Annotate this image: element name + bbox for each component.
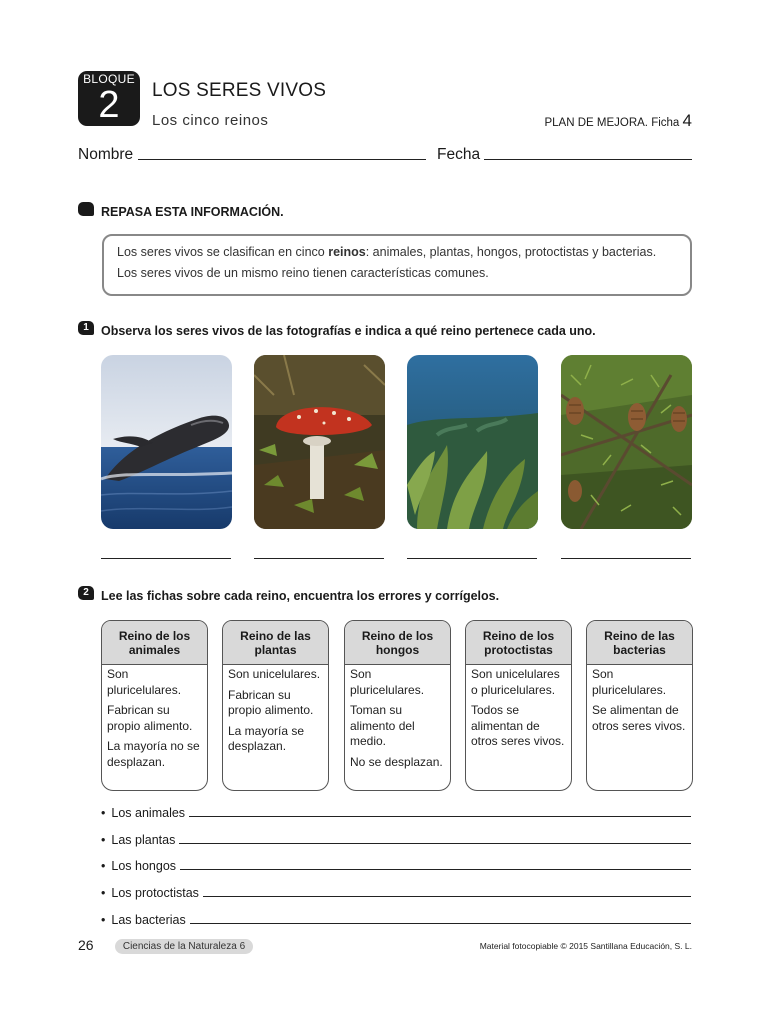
bullet-icon: •	[101, 886, 106, 901]
plan-label	[544, 111, 692, 131]
kingdom-card-statement: Fabrican su propio alimento.	[107, 703, 193, 733]
answer-label: Las plantas	[111, 832, 176, 847]
answer-row	[101, 806, 693, 820]
kingdom-card	[101, 620, 208, 791]
date-field[interactable]	[484, 159, 692, 160]
info-line-1-start: Los seres vivos se clasifican en cinco	[117, 245, 329, 259]
kingdom-card-statement: No se desplazan.	[350, 754, 443, 769]
bullet-icon: •	[101, 859, 106, 874]
info-line-1	[117, 245, 656, 259]
answer-line[interactable]	[190, 923, 691, 924]
mushroom-photo	[254, 355, 385, 529]
kingdom-card-statement: Son unicelulares.	[228, 667, 321, 681]
seaweed-photo	[407, 355, 538, 529]
answer-label: Los protoctistas	[111, 886, 199, 901]
kingdom-card-body	[466, 665, 571, 757]
kingdom-card-statement: Son pluricelulares.	[350, 667, 425, 697]
bloque-number: 2	[98, 84, 120, 126]
page-number: 26	[78, 937, 94, 953]
kingdom-card-statement: Son pluricelulares.	[107, 667, 182, 697]
answer-row	[101, 833, 693, 847]
answer-line-whale[interactable]	[101, 558, 231, 559]
kingdom-card-body	[345, 665, 450, 777]
repasa-heading: REPASA ESTA INFORMACIÓN.	[101, 205, 284, 219]
info-box	[102, 234, 692, 296]
bullet-icon: •	[101, 806, 106, 820]
exercise-2-number: 2	[78, 586, 94, 600]
answer-label: Los animales	[111, 806, 186, 820]
whale-photo	[101, 355, 232, 529]
kingdom-card-heading: Reino de las bacterias	[587, 621, 692, 665]
answer-line[interactable]	[179, 843, 691, 844]
kingdom-card-statement: Son unicelulares o pluricelulares.	[471, 667, 560, 697]
kingdom-card	[465, 620, 572, 791]
name-label: Nombre	[78, 146, 134, 163]
kingdom-card-body	[587, 665, 692, 741]
kingdom-card	[222, 620, 329, 791]
kingdom-card-body	[102, 665, 207, 777]
kingdom-card	[344, 620, 451, 791]
kingdom-card-heading: Reino de las plantas	[223, 621, 328, 665]
kingdom-card-heading: Reino de los hongos	[345, 621, 450, 665]
kingdom-card-statement: Toman su alimento del medio.	[350, 703, 415, 748]
kingdom-card	[586, 620, 693, 791]
kingdom-card-statement: Todos se alimentan de otros seres vivos.	[471, 703, 565, 748]
kingdom-card-heading: Reino de los protoctistas	[466, 621, 571, 665]
ficha-number: 4	[682, 111, 692, 130]
kingdom-card-statement: Son pluricelulares.	[592, 667, 667, 697]
info-line-2: Los seres vivos de un mismo reino tienen características comunes.	[117, 266, 489, 280]
answer-row	[101, 886, 693, 900]
answer-row	[101, 859, 693, 873]
kingdom-card-heading: Reino de los animales	[102, 621, 207, 665]
pine-photo	[561, 355, 692, 529]
kingdom-card-statement: Se alimentan de otros seres vivos.	[592, 703, 686, 733]
bullet-icon: •	[101, 912, 106, 927]
answer-label: Los hongos	[111, 859, 177, 874]
page-subtitle: Los cinco reinos	[152, 112, 269, 129]
date-label: Fecha	[437, 146, 481, 163]
answer-line[interactable]	[180, 869, 691, 870]
exercise-1-instruction: Observa los seres vivos de las fotografías e indica a qué reino pertenece cada uno.	[101, 324, 596, 338]
answer-row	[101, 913, 693, 927]
answer-label: Las bacterias	[111, 912, 186, 927]
kingdom-card-statement: La mayoría no se desplazan.	[107, 739, 200, 769]
answer-line-pine[interactable]	[561, 558, 691, 559]
kingdom-card-body	[223, 665, 328, 762]
answer-line-seaweed[interactable]	[407, 558, 537, 559]
exercise-1-number: 1	[78, 321, 94, 335]
info-line-1-bold: reinos	[328, 245, 366, 259]
page-title: LOS SERES VIVOS	[152, 80, 327, 101]
book-title: Ciencias de la Naturaleza 6	[115, 939, 253, 954]
info-line-1-end: : animales, plantas, hongos, protoctistas y bacterias.	[365, 245, 657, 259]
name-field[interactable]	[138, 159, 426, 160]
bloque-label: BLOQUE	[83, 72, 135, 86]
exercise-2-instruction: Lee las fichas sobre cada reino, encuentra los errores y corrígelos.	[101, 589, 500, 603]
plan-text: PLAN DE MEJORA. Ficha	[544, 117, 680, 129]
repasa-bullet-icon	[78, 202, 94, 216]
kingdom-card-statement: Fabrican su propio alimento.	[228, 687, 314, 717]
answer-line[interactable]	[189, 816, 691, 817]
answer-line[interactable]	[203, 896, 691, 897]
copyright: Material fotocopiable © 2015 Santillana Educación, S. L.	[479, 941, 692, 951]
answer-line-mushroom[interactable]	[254, 558, 384, 559]
bloque-badge	[78, 71, 140, 126]
bullet-icon: •	[101, 832, 106, 847]
kingdom-card-statement: La mayoría se desplazan.	[228, 723, 305, 753]
